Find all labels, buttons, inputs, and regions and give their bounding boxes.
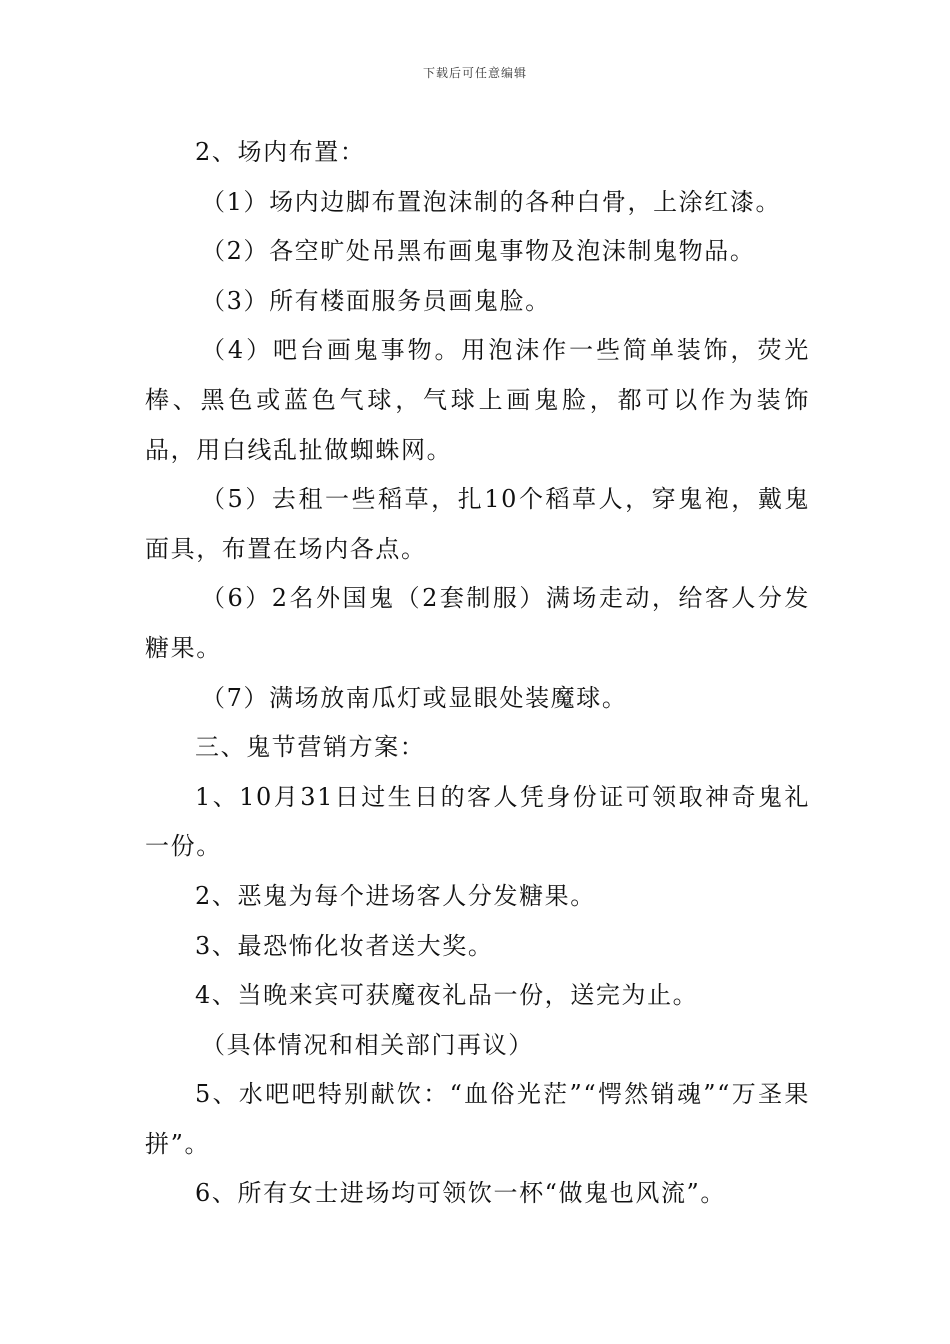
header-note: 下载后可任意编辑 [422, 66, 527, 80]
paragraph: 1、10月31日过生日的客人凭身份证可领取神奇鬼礼一份。 [145, 782, 810, 861]
paragraph: 6、所有女士进场均可领饮一杯“做鬼也风流”。 [195, 1179, 727, 1208]
paragraph: 5、水吧吧特别献饮：“血俗光茫”“愕然销魂”“万圣果拼”。 [145, 1080, 810, 1158]
paragraph: （5）去租一些稻草，扎10个稻草人，穿鬼袍，戴鬼面具，布置在场内各点。 [145, 485, 810, 563]
document-body [145, 128, 810, 1219]
paragraph: 2、恶鬼为每个进场客人分发糖果。 [195, 881, 596, 910]
paragraph: （3）所有楼面服务员画鬼脸。 [201, 286, 551, 315]
paragraph: （6）2名外国鬼（2套制服）满场走动，给客人分发糖果。 [145, 584, 810, 662]
paragraph: （4）吧台画鬼事物。用泡沫作一些简单装饰，荧光棒、黑色或蓝色气球，气球上画鬼脸，都可以作为装饰品，用白线乱扯做蜘蛛网。 [145, 336, 810, 464]
paragraph: 3、最恐怖化妆者送大奖。 [195, 931, 494, 960]
paragraph: （2）各空旷处吊黑布画鬼事物及泡沫制鬼物品。 [201, 237, 756, 266]
paragraph: 4、当晚来宾可获魔夜礼品一份，送完为止。 [195, 981, 699, 1010]
paragraph: 2、场内布置： [195, 138, 366, 166]
section-heading: 三、鬼节营销方案： [195, 733, 426, 762]
paragraph: （7）满场放南瓜灯或显眼处装魔球。 [201, 683, 628, 712]
paragraph: （1）场内边脚布置泡沫制的各种白骨，上涂红漆。 [201, 187, 782, 216]
paragraph: （具体情况和相关部门再议） [201, 1030, 534, 1059]
